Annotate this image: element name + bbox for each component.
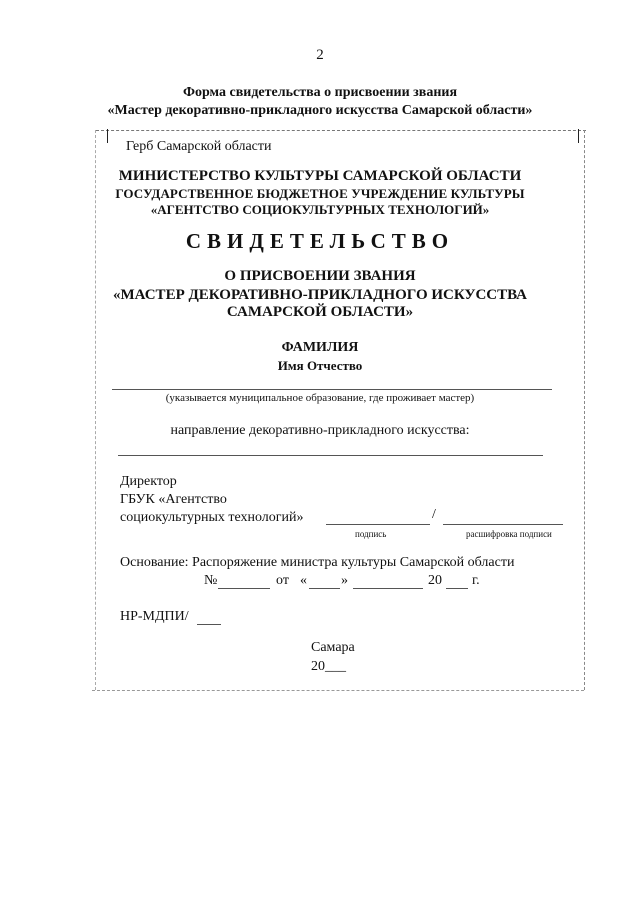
frame-top-border: [96, 130, 586, 131]
director-org-line-1: ГБУК «Агентство: [120, 492, 227, 507]
registration-number-blank: [197, 624, 221, 625]
order-day-open-quote: «: [300, 573, 307, 588]
frame-bottom-border: [92, 690, 584, 691]
registration-number: НР-МДПИ/: [120, 609, 189, 624]
institution-line-2: «АГЕНТСТВО СОЦИОКУЛЬТУРНЫХ ТЕХНОЛОГИЙ»: [150, 202, 490, 217]
frame-corner-tick: [578, 129, 579, 143]
award-line-2: «МАСТЕР ДЕКОРАТИВНО-ПРИКЛАДНОГО ИСКУССТВА: [112, 287, 528, 303]
page-number: 2: [316, 47, 324, 63]
signature-line: [326, 524, 430, 525]
direction-label: направление декоративно-прикладного искусства:: [170, 423, 470, 438]
order-day-blank: [309, 588, 340, 589]
director-org-line-2: социокультурных технологий»: [120, 510, 304, 525]
signature-slash: /: [432, 507, 436, 522]
award-line-3: САМАРСКОЙ ОБЛАСТИ»: [226, 304, 414, 320]
order-year-prefix: 20: [428, 573, 442, 588]
name-patronymic-placeholder: Имя Отчество: [277, 358, 363, 373]
municipality-hint: (указывается муниципальное образование, где проживает мастер): [165, 392, 475, 404]
form-title-line-2: «Мастер декоративно-прикладного искусства Самарской области»: [107, 103, 533, 118]
coat-of-arms-label: Герб Самарской области: [126, 139, 272, 154]
direction-underline: [118, 455, 543, 456]
signature-decode-label: расшифровка подписи: [466, 529, 552, 539]
order-month-blank: [353, 588, 423, 589]
form-title-line-1: Форма свидетельства о присвоении звания: [182, 85, 458, 100]
year: 20___: [311, 659, 346, 674]
order-year-suffix: г.: [472, 573, 480, 588]
order-year-blank: [446, 588, 468, 589]
director-title: Директор: [120, 474, 177, 489]
basis-text: Основание: Распоряжение министра культуры Самарской области: [120, 555, 515, 570]
signature-decode-line: [443, 524, 563, 525]
frame-corner-tick: [107, 129, 108, 143]
city: Самара: [311, 640, 355, 655]
surname-placeholder: ФАМИЛИЯ: [281, 340, 359, 355]
order-day-close-quote: »: [341, 573, 348, 588]
municipality-underline: [112, 389, 552, 390]
order-number-sign: №: [204, 573, 218, 588]
award-line-1: О ПРИСВОЕНИИ ЗВАНИЯ: [224, 268, 416, 284]
order-number-blank: [218, 588, 270, 589]
signature-label: подпись: [355, 529, 387, 539]
ministry-name: МИНИСТЕРСТВО КУЛЬТУРЫ САМАРСКОЙ ОБЛАСТИ: [118, 168, 522, 184]
certificate-title: СВИДЕТЕЛЬСТВО: [185, 229, 455, 253]
order-from-label: от: [276, 573, 289, 588]
institution-line-1: ГОСУДАРСТВЕННОЕ БЮДЖЕТНОЕ УЧРЕЖДЕНИЕ КУЛЬТУРЫ: [115, 186, 525, 201]
